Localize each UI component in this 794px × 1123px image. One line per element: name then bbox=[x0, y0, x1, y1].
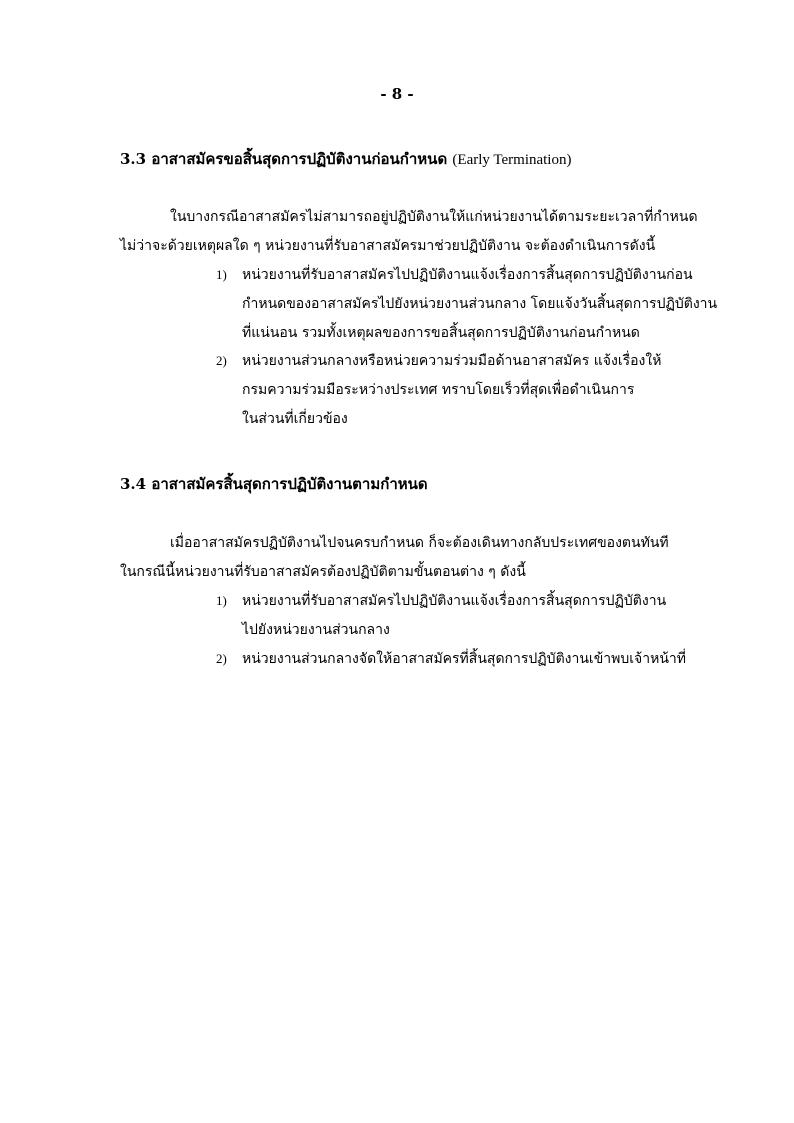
section-3-3-paragraph-line-1: ในบางกรณีอาสาสมัครไม่สามารถอยู่ปฏิบัติงานให้แก่หน่วยงานได้ตามระยะเวลาที่กำหนด bbox=[170, 209, 698, 225]
section-3-4-item-1-line-1: หน่วยงานที่รับอาสาสมัครไปปฏิบัติงานแจ้งเรื่องการสิ้นสุดการปฏิบัติงาน bbox=[242, 593, 667, 609]
section-3-3-heading-thai: 3.3 อาสาสมัครขอสิ้นสุดการปฏิบัติงานก่อนกำหนด bbox=[120, 150, 448, 168]
section-3-3-item-2-number: 2) bbox=[216, 353, 227, 368]
section-3-4-paragraph-line-1: เมื่ออาสาสมัครปฏิบัติงานไปจนครบกำหนด ก็จะต้องเดินทางกลับประเทศของตนทันที bbox=[170, 535, 669, 551]
section-3-4-heading bbox=[120, 472, 428, 496]
section-3-4-paragraph-line-2: ในกรณีนี้หน่วยงานที่รับอาสาสมัครต้องปฏิบัติตามขั้นตอนต่าง ๆ ดังนี้ bbox=[120, 564, 526, 580]
section-3-3-item-1-line-2: กำหนดของอาสาสมัครไปยังหน่วยงานส่วนกลาง โดยแจ้งวันสิ้นสุดการปฏิบัติงาน bbox=[242, 296, 718, 312]
page-number: - 8 - bbox=[380, 85, 414, 103]
section-3-3-heading bbox=[120, 147, 571, 171]
section-3-4-heading-thai: 3.4 อาสาสมัครสิ้นสุดการปฏิบัติงานตามกำหนด bbox=[120, 475, 428, 493]
section-3-3-item-2-line-3: ในส่วนที่เกี่ยวข้อง bbox=[242, 411, 348, 427]
section-3-4-item-1-line-2: ไปยังหน่วยงานส่วนกลาง bbox=[242, 622, 390, 638]
section-3-3-item-1-number: 1) bbox=[216, 267, 227, 282]
section-3-3-item-1-line-1: หน่วยงานที่รับอาสาสมัครไปปฏิบัติงานแจ้งเรื่องการสิ้นสุดการปฏิบัติงานก่อน bbox=[242, 267, 693, 283]
section-3-3-paragraph-line-2: ไม่ว่าจะด้วยเหตุผลใด ๆ หน่วยงานที่รับอาสาสมัครมาช่วยปฏิบัติงาน จะต้องดำเนินการดังนี้ bbox=[120, 238, 656, 254]
section-3-4-item-2-number: 2) bbox=[216, 651, 227, 666]
section-3-3-heading-english: (Early Termination) bbox=[452, 152, 572, 168]
section-3-3-item-2-line-2: กรมความร่วมมือระหว่างประเทศ ทราบโดยเร็วที่สุดเพื่อดำเนินการ bbox=[242, 382, 635, 398]
section-3-4-item-1-number: 1) bbox=[216, 593, 227, 608]
section-3-3-item-2-line-1: หน่วยงานส่วนกลางหรือหน่วยความร่วมมือด้านอาสาสมัคร แจ้งเรื่องให้ bbox=[242, 353, 662, 369]
section-3-3-item-1-line-3: ที่แน่นอน รวมทั้งเหตุผลของการขอสิ้นสุดการปฏิบัติงานก่อนกำหนด bbox=[242, 325, 640, 341]
section-3-4-item-2-line-1: หน่วยงานส่วนกลางจัดให้อาสาสมัครที่สิ้นสุดการปฏิบัติงานเข้าพบเจ้าหน้าที่ bbox=[242, 651, 686, 667]
